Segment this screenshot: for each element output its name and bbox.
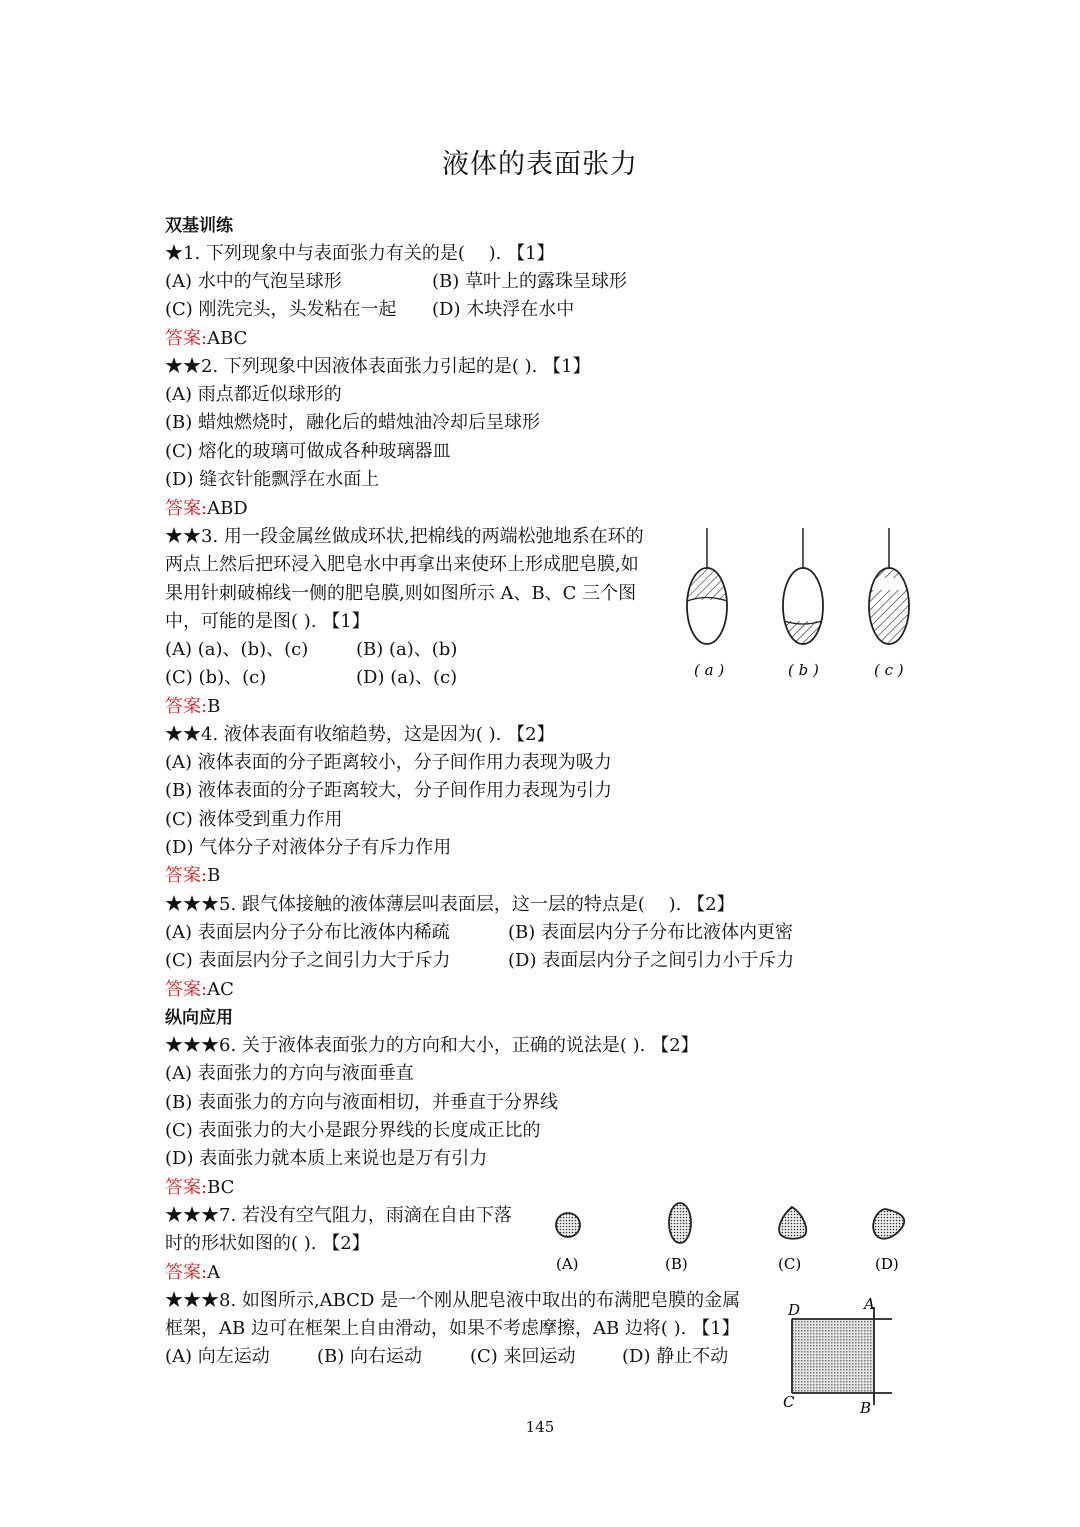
answer-label: 答案: xyxy=(165,1177,208,1198)
q8-option-a: (A) 向左运动 xyxy=(165,1346,270,1367)
q6-answer-value: BC xyxy=(207,1177,235,1198)
q7-answer xyxy=(165,1261,220,1285)
q4-option-a: (A) 液体表面的分子距离较小，分子间作用力表现为吸力 xyxy=(165,752,612,773)
q3-stem-line-1: ★★3. 用一段金属丝做成环状,把棉线的两端松弛地系在环的 xyxy=(165,526,644,547)
q6-option-d: (D) 表面张力就本质上来说也是万有引力 xyxy=(165,1148,488,1169)
loop-a-figure xyxy=(685,528,730,644)
q2-answer-value: ABD xyxy=(207,498,248,519)
q7-fig-label-b: (B) xyxy=(665,1255,688,1273)
q8-figure-frame xyxy=(780,1297,905,1417)
q2-option-b: (B) 蜡烛燃烧时，融化后的蜡烛油冷却后呈球形 xyxy=(165,412,540,433)
q4-stem: ★★4. 液体表面有收缩趋势，这是因为( ). 【2】 xyxy=(165,724,555,745)
q4-option-b: (B) 液体表面的分子距离较大，分子间作用力表现为引力 xyxy=(165,780,612,801)
q3-answer xyxy=(165,695,220,719)
q3-fig-label-b: ( b ) xyxy=(788,661,819,679)
q8-option-d: (D) 静止不动 xyxy=(622,1346,729,1367)
answer-label: 答案: xyxy=(165,979,208,1000)
q2-stem: ★★2. 下列现象中因液体表面张力引起的是( ). 【1】 xyxy=(165,356,591,377)
q8-label-a: A xyxy=(864,1295,875,1313)
q3-option-c: (C) (b)、(c) xyxy=(165,667,267,688)
drop-d-figure xyxy=(873,1209,904,1239)
q4-option-d: (D) 气体分子对液体分子有斥力作用 xyxy=(165,837,452,858)
loop-c-figure xyxy=(865,528,913,646)
answer-label: 答案: xyxy=(165,498,208,519)
q7-figure-raindrops xyxy=(550,1195,920,1280)
q2-option-d: (D) 缝衣针能飘浮在水面上 xyxy=(165,469,380,490)
page-title: 液体的表面张力 xyxy=(442,149,638,180)
q7-fig-label-a: (A) xyxy=(556,1255,579,1273)
q5-option-c: (C) 表面层内分子之间引力大于斥力 xyxy=(165,950,451,971)
q8-option-c: (C) 来回运动 xyxy=(470,1346,576,1367)
drop-b-figure xyxy=(669,1203,691,1243)
q1-option-c: (C) 刚洗完头，头发粘在一起 xyxy=(165,299,397,320)
q3-fig-label-a: ( a ) xyxy=(694,661,725,679)
q6-answer xyxy=(165,1176,234,1200)
q3-option-b: (B) (a)、(b) xyxy=(356,639,458,660)
q8-stem-line-1: ★★★8. 如图所示,ABCD 是一个刚从肥皂液中取出的布满肥皂膜的金属 xyxy=(165,1290,741,1311)
q2-option-c: (C) 熔化的玻璃可做成各种玻璃器皿 xyxy=(165,441,451,462)
q5-answer-value: AC xyxy=(207,979,234,1000)
q1-stem: ★1. 下列现象中与表面张力有关的是( ). 【1】 xyxy=(165,243,555,264)
q6-option-c: (C) 表面张力的大小是跟分界线的长度成正比的 xyxy=(165,1120,541,1141)
q3-option-a: (A) (a)、(b)、(c) xyxy=(165,639,309,660)
q4-option-c: (C) 液体受到重力作用 xyxy=(165,809,343,830)
q7-fig-label-d: (D) xyxy=(875,1255,899,1273)
q8-stem-line-2: 框架，AB 边可在框架上自由滑动，如果不考虑摩擦，AB 边将( ). 【1】 xyxy=(165,1318,740,1339)
q3-fig-label-c: ( c ) xyxy=(874,661,904,679)
q1-option-a: (A) 水中的气泡呈球形 xyxy=(165,271,342,292)
q6-option-b: (B) 表面张力的方向与液面相切，并垂直于分界线 xyxy=(165,1092,558,1113)
q7-answer-value: A xyxy=(207,1262,221,1283)
section-heading-basic: 双基训练 xyxy=(165,216,233,236)
q7-stem-line-1: ★★★7. 若没有空气阻力，雨滴在自由下落 xyxy=(165,1205,512,1226)
page-number: 145 xyxy=(525,1418,555,1436)
q3-stem-line-3: 果用针刺破棉线一侧的肥皂膜,则如图所示 A、B、C 三个图 xyxy=(165,583,637,604)
answer-label: 答案: xyxy=(165,696,208,717)
q8-option-b: (B) 向右运动 xyxy=(317,1346,422,1367)
q3-stem-line-4: 中，可能的是图( ). 【1】 xyxy=(165,611,370,632)
q6-stem: ★★★6. 关于液体表面张力的方向和大小，正确的说法是( ). 【2】 xyxy=(165,1035,699,1056)
q3-figure-soap-loops xyxy=(680,528,920,688)
drop-a-figure xyxy=(556,1213,580,1237)
answer-label: 答案: xyxy=(165,1262,208,1283)
q5-option-d: (D) 表面层内分子之间引力小于斥力 xyxy=(508,950,795,971)
q3-stem-line-2: 两点上然后把环浸入肥皂水中再拿出来使环上形成肥皂膜,如 xyxy=(165,554,639,575)
q5-option-b: (B) 表面层内分子分布比液体内更密 xyxy=(508,922,793,943)
q8-label-b: B xyxy=(860,1399,872,1417)
q8-label-c: C xyxy=(783,1393,795,1411)
q5-answer xyxy=(165,978,234,1002)
q7-fig-label-c: (C) xyxy=(778,1255,802,1273)
answer-label: 答案: xyxy=(165,865,208,886)
q2-option-a: (A) 雨点都近似球形的 xyxy=(165,384,342,405)
q1-answer xyxy=(165,327,247,351)
q3-option-d: (D) (a)、(c) xyxy=(356,667,458,688)
q4-answer xyxy=(165,864,220,888)
q5-option-a: (A) 表面层内分子分布比液体内稀疏 xyxy=(165,922,450,943)
q3-answer-value: B xyxy=(207,696,221,717)
q5-stem: ★★★5. 跟气体接触的液体薄层叫表面层，这一层的特点是( ). 【2】 xyxy=(165,894,735,915)
q1-option-b: (B) 草叶上的露珠呈球形 xyxy=(432,271,627,292)
q6-option-a: (A) 表面张力的方向与液面垂直 xyxy=(165,1063,414,1084)
loop-b-figure xyxy=(780,528,825,651)
q2-answer xyxy=(165,497,248,521)
section-heading-applied: 纵向应用 xyxy=(165,1008,233,1028)
q7-stem-line-2: 时的形状如图的( ). 【2】 xyxy=(165,1233,370,1254)
answer-label: 答案: xyxy=(165,328,208,349)
q1-option-d: (D) 木块浮在水中 xyxy=(432,299,575,320)
drop-c-figure xyxy=(779,1207,806,1239)
q1-answer-value: ABC xyxy=(207,328,248,349)
q4-answer-value: B xyxy=(207,865,221,886)
q8-label-d: D xyxy=(788,1301,801,1319)
